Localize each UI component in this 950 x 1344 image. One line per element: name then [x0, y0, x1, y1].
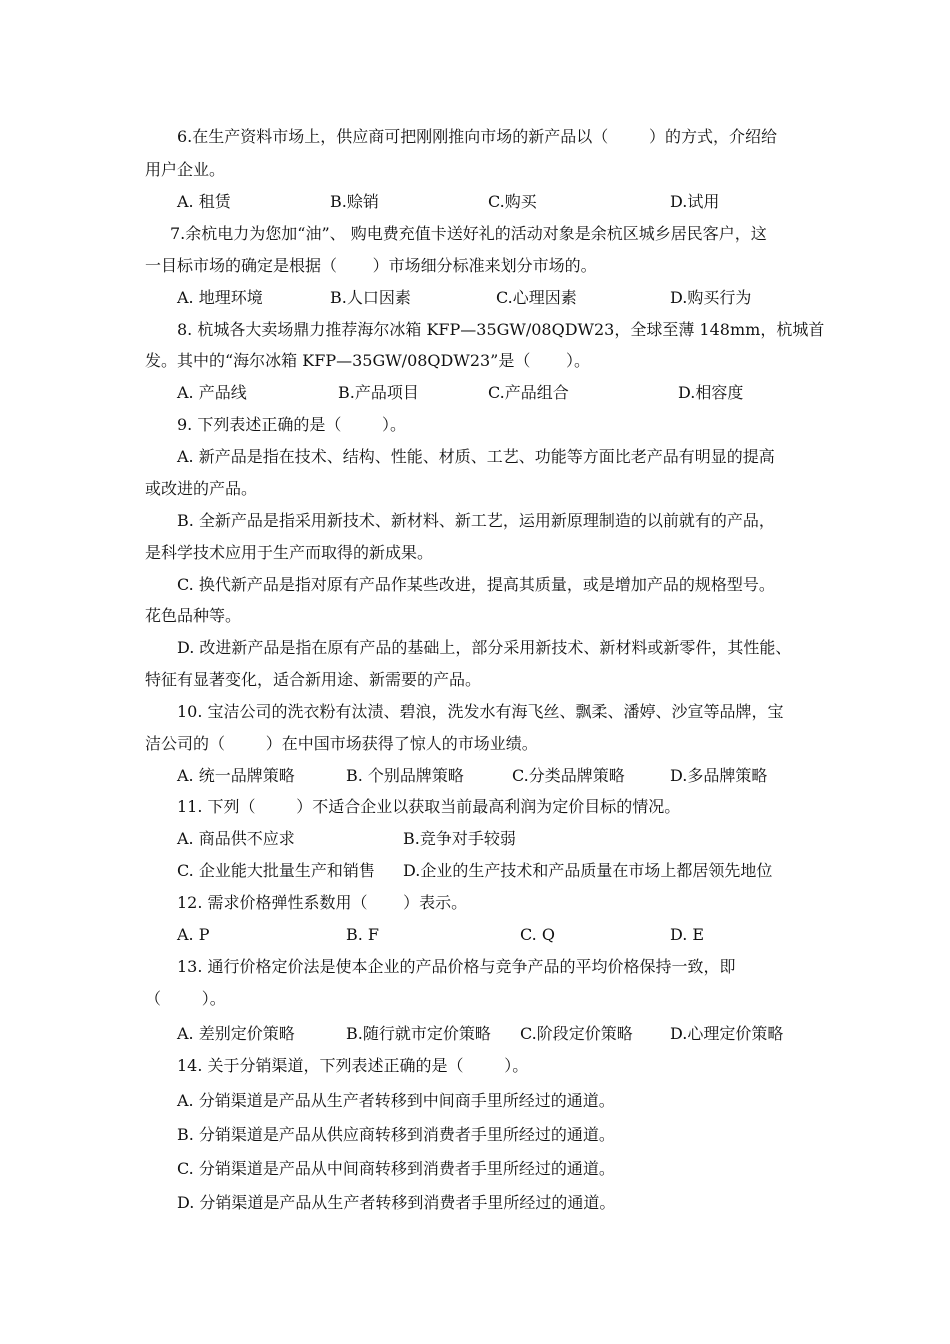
q14-stem: 14. 关于分销渠道，下列表述正确的是（ ）。 — [177, 1056, 529, 1075]
q7-line1: 7.余杭电力为您加“油”、 购电费充值卡送好礼的活动对象是余杭区城乡居民客户，这 — [170, 224, 767, 243]
q6-option-c: C.购买 — [488, 192, 537, 211]
q7-option-a: A. 地理环境 — [177, 288, 263, 307]
q9-option-b-line1: B. 全新产品是指采用新技术、新材料、新工艺，运用新原理制造的以前就有的产品， — [177, 511, 775, 530]
q12-option-b: B. F — [346, 925, 380, 944]
q13-option-b: B.随行就市定价策略 — [346, 1024, 491, 1043]
q12-stem: 12. 需求价格弹性系数用（ ）表示。 — [177, 893, 468, 912]
q12-option-c: C. Q — [520, 925, 555, 944]
q12-option-a: A. P — [177, 925, 210, 944]
q6-line2: 用户企业。 — [145, 160, 226, 179]
q10-line1: 10. 宝洁公司的洗衣粉有汰渍、碧浪，洗发水有海飞丝、飘柔、潘婷、沙宣等品牌，宝 — [177, 702, 784, 721]
q10-option-d: D.多品牌策略 — [670, 766, 768, 785]
q11-option-b: B.竞争对手较弱 — [403, 829, 516, 848]
q9-option-a-line2: 或改进的产品。 — [145, 479, 258, 498]
q9-option-d-line1: D. 改进新产品是指在原有产品的基础上，部分采用新技术、新材料或新零件，其性能、 — [177, 638, 792, 657]
q9-option-a-line1: A. 新产品是指在技术、结构、性能、材质、工艺、功能等方面比老产品有明显的提高 — [177, 447, 775, 466]
q6-line1: 6.在生产资料市场上，供应商可把刚刚推向市场的新产品以（ ）的方式，介绍给 — [177, 127, 777, 146]
q7-option-b: B.人口因素 — [330, 288, 411, 307]
q7-line2: 一目标市场的确定是根据（ ）市场细分标准来划分市场的。 — [145, 256, 597, 275]
q14-option-a: A. 分销渠道是产品从生产者转移到中间商手里所经过的通道。 — [177, 1091, 615, 1110]
q10-option-a: A. 统一品牌策略 — [177, 766, 295, 785]
q12-option-d: D. E — [670, 925, 705, 944]
q11-stem: 11. 下列（ ）不适合企业以获取当前最高利润为定价目标的情况。 — [177, 797, 681, 816]
q13-line1: 13. 通行价格定价法是使本企业的产品价格与竞争产品的平均价格保持一致，即 — [177, 957, 736, 976]
q9-option-c-line1: C. 换代新产品是指对原有产品作某些改进，提高其质量，或是增加产品的规格型号。 — [177, 575, 775, 594]
q13-option-d: D.心理定价策略 — [670, 1024, 784, 1043]
q13-line2: （ ）。 — [145, 989, 226, 1008]
q14-option-d: D. 分销渠道是产品从生产者转移到消费者手里所经过的通道。 — [177, 1193, 616, 1212]
q13-option-c: C.阶段定价策略 — [520, 1024, 633, 1043]
q11-option-a: A. 商品供不应求 — [177, 829, 295, 848]
q8-option-c: C.产品组合 — [488, 383, 569, 402]
q7-option-c: C.心理因素 — [496, 288, 577, 307]
q8-line1: 8. 杭城各大卖场鼎力推荐海尔冰箱 KFP—35GW/08QDW23，全球至薄 148mm，杭城首 — [177, 320, 825, 339]
q8-option-d: D.相容度 — [678, 383, 744, 402]
q10-option-c: C.分类品牌策略 — [512, 766, 625, 785]
q13-option-a: A. 差别定价策略 — [177, 1024, 295, 1043]
q8-line2: 发。其中的“海尔冰箱 KFP—35GW/08QDW23”是（ ）。 — [145, 351, 590, 370]
q14-option-c: C. 分销渠道是产品从中间商转移到消费者手里所经过的通道。 — [177, 1159, 615, 1178]
q9-option-b-line2: 是科学技术应用于生产而取得的新成果。 — [145, 543, 434, 562]
q10-line2: 洁公司的（ ）在中国市场获得了惊人的市场业绩。 — [145, 734, 538, 753]
q9-option-d-line2: 特征有显著变化，适合新用途、新需要的产品。 — [145, 670, 482, 689]
q8-option-b: B.产品项目 — [338, 383, 419, 402]
q9-stem: 9. 下列表述正确的是（ ）。 — [177, 415, 407, 434]
q9-option-c-line2: 花色品种等。 — [145, 606, 242, 625]
q11-option-d: D.企业的生产技术和产品质量在市场上都居领先地位 — [403, 861, 773, 880]
q11-option-c: C. 企业能大批量生产和销售 — [177, 861, 375, 880]
q14-option-b: B. 分销渠道是产品从供应商转移到消费者手里所经过的通道。 — [177, 1125, 615, 1144]
q7-option-d: D.购买行为 — [670, 288, 752, 307]
q6-option-d: D.试用 — [670, 192, 720, 211]
q6-option-a: A. 租赁 — [177, 192, 231, 211]
q6-option-b: B.赊销 — [330, 192, 379, 211]
q8-option-a: A. 产品线 — [177, 383, 247, 402]
q10-option-b: B. 个别品牌策略 — [346, 766, 464, 785]
